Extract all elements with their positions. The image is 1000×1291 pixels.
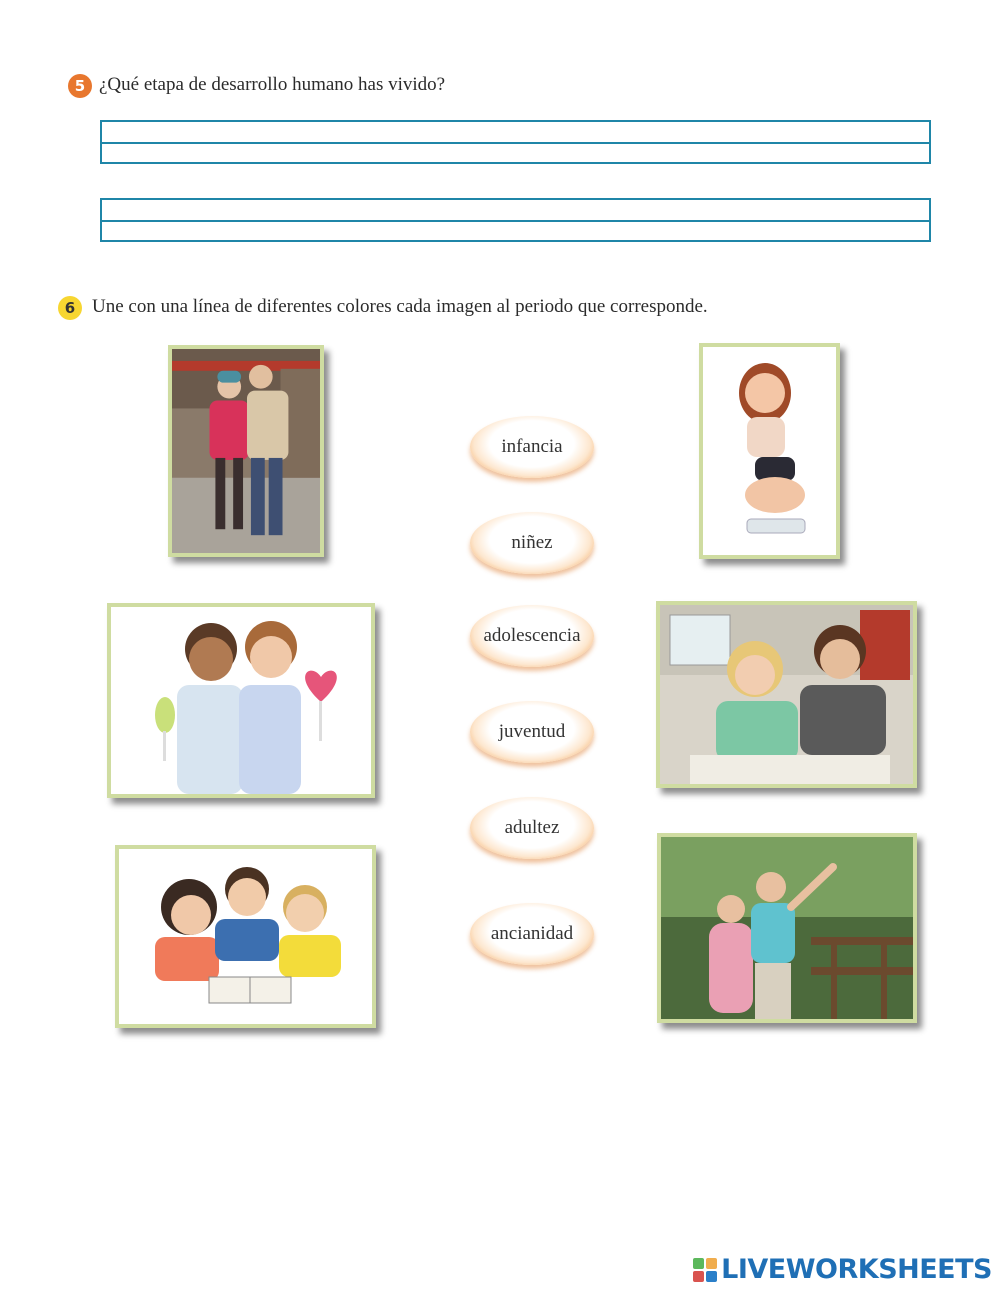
question-5-number: 5 — [68, 74, 92, 98]
question-6-text: Une con una línea de diferentes colores cada imagen al periodo que corresponde. — [92, 296, 708, 317]
liveworksheets-logo-icon — [693, 1258, 717, 1282]
young-couple-walking-photo[interactable] — [168, 345, 324, 557]
brand-name: LIVEWORKSHEETS — [721, 1254, 992, 1285]
stage-pill-ancianidad[interactable]: ancianidad — [470, 903, 594, 965]
two-kids-with-lollipops-photo[interactable] — [107, 603, 375, 798]
young-couple-walking-image — [172, 349, 320, 553]
three-kids-reading-photo[interactable] — [115, 845, 376, 1028]
elderly-couple-outdoors-photo[interactable] — [657, 833, 917, 1023]
stage-pill-juventud[interactable]: juventud — [470, 701, 594, 763]
answer-box-divider — [102, 142, 929, 144]
teens-studying-image — [660, 605, 913, 784]
stage-pill-infancia[interactable]: infancia — [470, 416, 594, 478]
stage-pill-adultez[interactable]: adultez — [470, 797, 594, 859]
stage-pill-ninez[interactable]: niñez — [470, 512, 594, 574]
question-6-number: 6 — [58, 296, 82, 320]
teens-studying-photo[interactable] — [656, 601, 917, 788]
smiling-woman-on-scale-photo[interactable] — [699, 343, 840, 559]
liveworksheets-brand — [693, 1254, 992, 1285]
smiling-woman-on-scale-image — [703, 347, 836, 555]
stage-pill-adolescencia[interactable]: adolescencia — [470, 605, 594, 667]
two-kids-with-lollipops-image — [111, 607, 371, 794]
question-5-text: ¿Qué etapa de desarrollo humano has vivido? — [99, 74, 446, 95]
answer-box-1[interactable] — [100, 120, 931, 164]
answer-box-2[interactable] — [100, 198, 931, 242]
three-kids-reading-image — [119, 849, 372, 1024]
answer-box-divider — [102, 220, 929, 222]
elderly-couple-outdoors-image — [661, 837, 913, 1019]
